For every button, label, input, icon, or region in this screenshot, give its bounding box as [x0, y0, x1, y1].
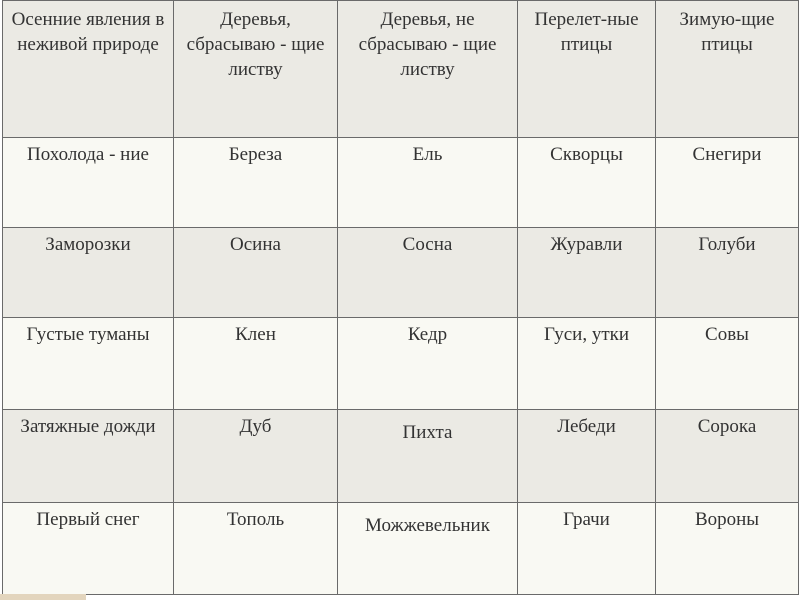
header-cell-deciduous-trees: Деревья, сбрасываю - щие листву	[174, 1, 338, 138]
table-header-row	[3, 1, 799, 138]
table-row	[3, 228, 799, 318]
table-cell: Можжевельник	[338, 503, 518, 595]
table-cell: Снегири	[656, 138, 799, 228]
table-cell: Журавли	[518, 228, 656, 318]
autumn-phenomena-table	[2, 0, 799, 595]
table-cell: Сосна	[338, 228, 518, 318]
table-cell: Осина	[174, 228, 338, 318]
table-cell: Густые туманы	[3, 318, 174, 410]
table-row	[3, 410, 799, 503]
header-cell-evergreen-trees: Деревья, не сбрасываю - щие листву	[338, 1, 518, 138]
table-cell: Голуби	[656, 228, 799, 318]
table-cell: Тополь	[174, 503, 338, 595]
header-cell-migratory-birds: Перелет-ные птицы	[518, 1, 656, 138]
table-row	[3, 503, 799, 595]
table-cell: Ель	[338, 138, 518, 228]
header-cell-inanimate-nature: Осенние явления в неживой природе	[3, 1, 174, 138]
table-row	[3, 318, 799, 410]
table-cell: Кедр	[338, 318, 518, 410]
header-cell-wintering-birds: Зимую-щие птицы	[656, 1, 799, 138]
table-cell: Совы	[656, 318, 799, 410]
table-cell: Скворцы	[518, 138, 656, 228]
bottom-decor-strip	[0, 594, 86, 600]
table-cell: Клен	[174, 318, 338, 410]
table-cell: Пихта	[338, 410, 518, 503]
table-cell: Лебеди	[518, 410, 656, 503]
table-cell: Гуси, утки	[518, 318, 656, 410]
table-cell: Грачи	[518, 503, 656, 595]
table-row	[3, 138, 799, 228]
table-cell: Затяжные дожди	[3, 410, 174, 503]
table-cell: Первый снег	[3, 503, 174, 595]
table-cell: Похолода - ние	[3, 138, 174, 228]
table-cell: Береза	[174, 138, 338, 228]
table-cell: Вороны	[656, 503, 799, 595]
table-cell: Заморозки	[3, 228, 174, 318]
table-cell: Дуб	[174, 410, 338, 503]
table-cell: Сорока	[656, 410, 799, 503]
